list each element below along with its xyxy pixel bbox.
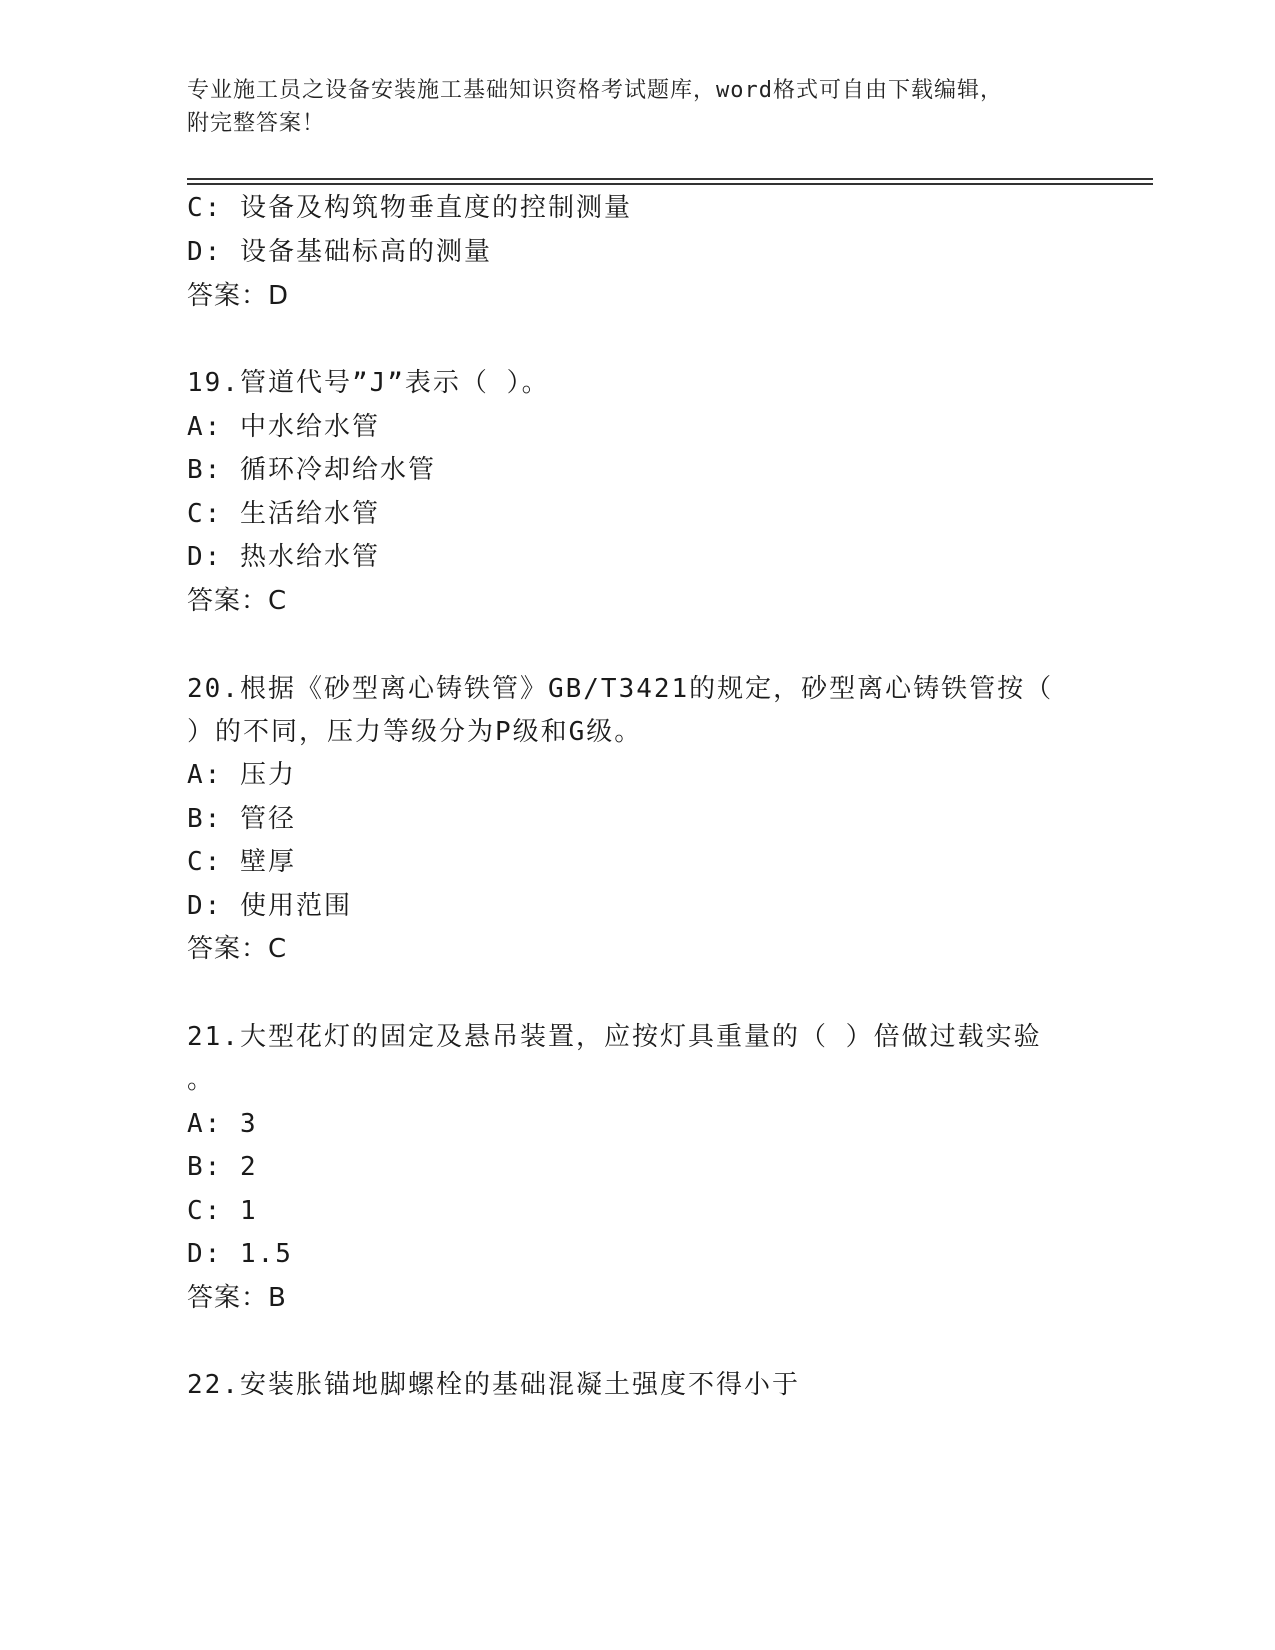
header-divider-bottom bbox=[187, 183, 1153, 185]
q21-option-a: A: 3 bbox=[187, 1109, 258, 1139]
q19-option-a: A: 中水给水管 bbox=[187, 412, 380, 442]
q21-option-b: B: 2 bbox=[187, 1152, 258, 1182]
header-line-1: 专业施工员之设备安装施工基础知识资格考试题库，word格式可自由下载编辑， bbox=[187, 78, 1003, 103]
q21-stem-line-2: 。 bbox=[187, 1065, 216, 1095]
q20-stem-line-2: ）的不同，压力等级分为P级和G级。 bbox=[187, 717, 643, 747]
prev-answer: 答案：D bbox=[187, 281, 290, 311]
q22-stem: 22.安装胀锚地脚螺栓的基础混凝土强度不得小于 bbox=[187, 1370, 800, 1400]
q20-answer: 答案：C bbox=[187, 934, 288, 964]
q19-option-c: C: 生活给水管 bbox=[187, 499, 380, 529]
q21-stem-line-1: 21.大型花灯的固定及悬吊装置，应按灯具重量的（ ）倍做过载实验 bbox=[187, 1022, 1042, 1052]
q20-option-d: D: 使用范围 bbox=[187, 891, 352, 921]
q19-option-b: B: 循环冷却给水管 bbox=[187, 455, 436, 485]
q19-option-d: D: 热水给水管 bbox=[187, 542, 380, 572]
q20-option-b: B: 管径 bbox=[187, 804, 296, 834]
q19-answer: 答案：C bbox=[187, 586, 288, 616]
q21-option-c: C: 1 bbox=[187, 1196, 258, 1226]
document-header bbox=[187, 74, 1067, 140]
prev-option-c: C: 设备及构筑物垂直度的控制测量 bbox=[187, 193, 632, 223]
header-line-2: 附完整答案！ bbox=[187, 111, 326, 136]
q21-answer: 答案：B bbox=[187, 1283, 287, 1313]
header-divider-top bbox=[187, 178, 1153, 180]
q20-stem-line-1: 20.根据《砂型离心铸铁管》GB/T3421的规定，砂型离心铸铁管按（ bbox=[187, 674, 1054, 704]
q19-stem: 19.管道代号”J”表示（ ）。 bbox=[187, 368, 550, 398]
q20-option-a: A: 压力 bbox=[187, 760, 296, 790]
q21-option-d: D: 1.5 bbox=[187, 1239, 293, 1269]
prev-option-d: D: 设备基础标高的测量 bbox=[187, 237, 492, 267]
q20-option-c: C: 壁厚 bbox=[187, 847, 296, 877]
